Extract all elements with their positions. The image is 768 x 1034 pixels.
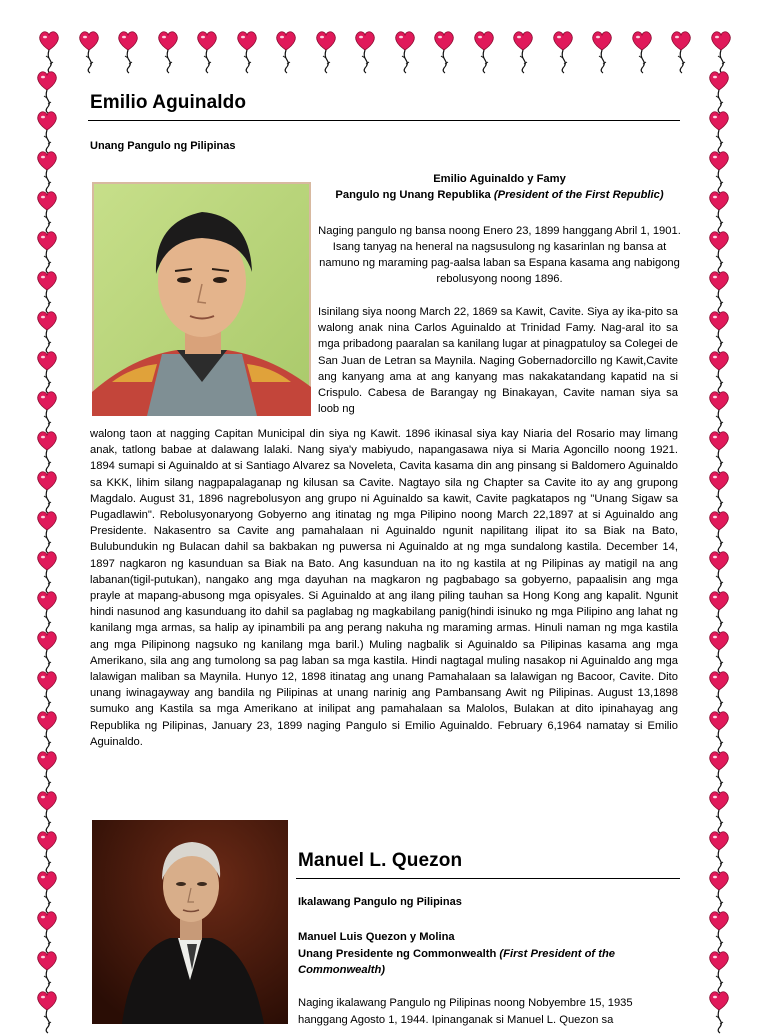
quezon-position-en: (First President of the Commonwealth): [298, 947, 616, 976]
heart-balloon-icon: [706, 870, 732, 914]
heart-balloon-icon: [34, 630, 60, 674]
heart-balloon-icon: [34, 590, 60, 634]
heart-balloon-icon: [706, 390, 732, 434]
heart-balloon-icon: [34, 350, 60, 394]
heart-balloon-icon: [431, 30, 457, 74]
heart-balloon-icon: [76, 30, 102, 74]
heart-balloon-icon: [668, 30, 694, 74]
heart-balloon-icon: [34, 710, 60, 754]
heart-balloon-icon: [706, 190, 732, 234]
quezon-portrait: [92, 820, 288, 1024]
heart-balloon-icon: [708, 30, 734, 74]
heart-balloon-icon: [706, 990, 732, 1034]
aguinaldo-header-block: [318, 171, 681, 203]
heart-balloon-icon: [34, 550, 60, 594]
title-underline-quezon: [296, 878, 680, 879]
heart-balloon-icon: [706, 630, 732, 674]
quezon-position-tl: Unang Presidente ng Commonwealth: [298, 947, 497, 960]
heart-balloon-icon: [706, 790, 732, 834]
heart-balloon-icon: [34, 110, 60, 154]
heart-balloon-icon: [352, 30, 378, 74]
heart-balloon-icon: [550, 30, 576, 74]
heart-balloon-icon: [34, 990, 60, 1034]
section-title-aguinaldo: Emilio Aguinaldo: [90, 92, 247, 113]
heart-balloon-icon: [34, 670, 60, 714]
heart-balloon-icon: [589, 30, 615, 74]
heart-balloon-icon: [706, 550, 732, 594]
heart-balloon-icon: [706, 150, 732, 194]
heart-balloon-icon: [706, 590, 732, 634]
aguinaldo-position: [318, 187, 681, 203]
heart-balloon-icon: [706, 750, 732, 794]
quezon-intro-line1: Naging ikalawang Pangulo ng Pilipinas noong Nobyembre 15, 1935: [298, 997, 633, 1009]
quezon-position: [298, 946, 678, 979]
heart-balloon-icon: [34, 790, 60, 834]
aguinaldo-position-tl: Pangulo ng Unang Republika: [335, 189, 491, 201]
heart-balloon-icon: [34, 430, 60, 474]
heart-balloon-icon: [706, 430, 732, 474]
heart-balloon-icon: [510, 30, 536, 74]
quezon-full-name: Manuel Luis Quezon y Molina: [298, 931, 455, 943]
aguinaldo-position-en: (President of the First Republic): [493, 189, 664, 201]
section-title-quezon: Manuel L. Quezon: [298, 850, 463, 871]
heart-balloon-icon: [34, 190, 60, 234]
heart-balloon-icon: [34, 270, 60, 314]
heart-balloon-icon: [34, 950, 60, 994]
heart-balloon-icon: [34, 750, 60, 794]
heart-balloon-icon: [34, 310, 60, 354]
heart-balloon-icon: [706, 910, 732, 954]
heart-balloon-icon: [34, 910, 60, 954]
heart-balloon-icon: [313, 30, 339, 74]
heart-balloon-icon: [34, 510, 60, 554]
heart-balloon-icon: [234, 30, 260, 74]
heart-balloon-icon: [706, 470, 732, 514]
aguinaldo-portrait: [92, 182, 311, 416]
heart-balloon-icon: [629, 30, 655, 74]
heart-balloon-icon: [155, 30, 181, 74]
heart-balloon-icon: [34, 390, 60, 434]
quezon-header-block: [298, 929, 678, 979]
heart-balloon-icon: [471, 30, 497, 74]
title-underline: [88, 120, 680, 121]
heart-balloon-icon: [34, 150, 60, 194]
heart-balloon-icon: [706, 110, 732, 154]
aguinaldo-full-name: Emilio Aguinaldo y Famy: [433, 173, 566, 185]
heart-balloon-icon: [706, 510, 732, 554]
heart-balloon-icon: [273, 30, 299, 74]
heart-balloon-icon: [34, 70, 60, 114]
heart-balloon-icon: [34, 470, 60, 514]
heart-balloon-icon: [706, 70, 732, 114]
heart-balloon-icon: [706, 230, 732, 274]
quezon-intro: [298, 995, 688, 1028]
section-subtitle-quezon: Ikalawang Pangulo ng Pilipinas: [298, 896, 462, 908]
heart-balloon-icon: [36, 30, 62, 74]
section-subtitle-aguinaldo: Unang Pangulo ng Pilipinas: [90, 140, 236, 152]
heart-balloon-icon: [706, 670, 732, 714]
heart-balloon-icon: [34, 830, 60, 874]
heart-balloon-icon: [34, 870, 60, 914]
aguinaldo-bio-start: Isinilang siya noong March 22, 1869 sa Kawit, Cavite. Siya ay ika-pito sa walong anak nina Carlos Aguinaldo at Trinidad Famy. Nag-aral ito sa mga pribadong paaralan sa kanilang lugar at pinagpatuloy sa Colegei de San Juan de Letran sa Maynila. Naging Gobernadorcillo ng Kawit,Cavite ang kanyang ama at ang kanyang mas nakakatandang kapatid na si Crispulo. Cabesa de Barangay ng Binakayan, Cavite naman siya sa loob ng: [318, 306, 678, 416]
heart-balloon-icon: [392, 30, 418, 74]
heart-balloon-icon: [115, 30, 141, 74]
heart-balloon-icon: [706, 270, 732, 314]
heart-balloon-icon: [706, 830, 732, 874]
heart-balloon-icon: [34, 230, 60, 274]
heart-balloon-icon: [706, 710, 732, 754]
quezon-intro-line2: hanggang Agosto 1, 1944. Ipinanganak si Manuel L. Quezon sa: [298, 1013, 614, 1026]
heart-balloon-icon: [706, 310, 732, 354]
heart-balloon-icon: [194, 30, 220, 74]
heart-balloon-icon: [706, 350, 732, 394]
aguinaldo-intro: Naging pangulo ng bansa noong Enero 23, 1899 hanggang Abril 1, 1901. Isang tanyag na heneral na nagsusulong ng kasarinlan ng bansa at namuno ng maraming pag-aalsa laban sa Espana kasama ang nabigong rebolusyong noong 1896.: [318, 225, 681, 285]
aguinaldo-bio-rest: walong taon at nagging Capitan Municipal din siya ng Kawit. 1896 ikinasal siya kay Niaria del Rosario may limang anak, tatlong babae at dalawang lalaki. Nang siya'y mabiyudo, napangasawa niya si Maria Agoncillo noong 1921. 1894 sumapi si Aguinaldo at si Santiago Alvarez sa Noveleta, Cavita kasama din ang pinsang si Baldomero Aguinaldo sa KKK, lihim silang nagpapalaganap ng kilusan sa Cavite. Nagtayo sila ng Chapter sa Cavite ito ay ang grupong Magdalo. August 31, 1896 nagrebolusyon ang grupo ni Aguinaldo sa kawit, Cavite pagkatapos ng "Unang Sigaw sa Pugadlawin". Rebolusyonaryong Gobyerno ang itinatag ng mga Pilipino noong March 22,1897 at si Aguinaldo ang Presidente. Nakasentro sa Cavite ang pamahalaan ni Aguinaldo ngunit napilitang ilipat ito sa Biak na Bato, Bulubundukin ng Bulacan dahil sa bakbakan ng puwersa ni Aguinaldo at ng mga sundalong kastila. December 14, 1897 nagkaron ng kasunduan sa Biak na Bato. Ang kasunduan na ito ng kastila at ng Pilipinas ay matigil na ang labanan(tigil-putukan), nangako ang mga dayuhan na magkaron ng pagbabago sa gobyerno, papaalisin ang mga prayle at mapang-abusong mga opisyales. Si Aguinaldo at ang ilang piling tauhan sa Hong Kong ang kapalit. Ngunit hindi nasunod ang kasunduang ito dahil sa paglabag ng magkabilang panig(hindi isinuko ng mga Pilipino ang lahat ng kanilang mga armas, sa halip ay ipinambili pa ang perang nakuha ng maraming armas. Hinuli naman ng mga kastila ang mga Pilipinong nagsuko ng kanilang mga baril.) Muling nagbalik si Aguinaldo sa Pilipinas kasama ang mga Amerikano, sila ang ang tumolong sa pag laban sa mga kastila. Hindi nagtagal muling nasakop ni Aguinaldo ang mga lalawigan maliban sa Maynila. Hunyo 12, 1898 itinatag ang unang Pamahalaan sa lalawigan ng Bacoor, Cavite. Dito unang iwinagayway ang bandila ng Pilipinas at unang narinig ang Pambansang Awit ng Pilipinas. August 13,1898 sumuko ang Kastila sa mga Amerikano at inilipat ang pamahalaan sa Malolos, Bulakan at dito ipinahayag ang Republika ng Pilipinas, January 23, 1899 naging Pangulo si Emilio Aguinaldo. February 6,1964 namatay si Emilio Aguinaldo.: [90, 428, 678, 748]
heart-balloon-icon: [706, 950, 732, 994]
